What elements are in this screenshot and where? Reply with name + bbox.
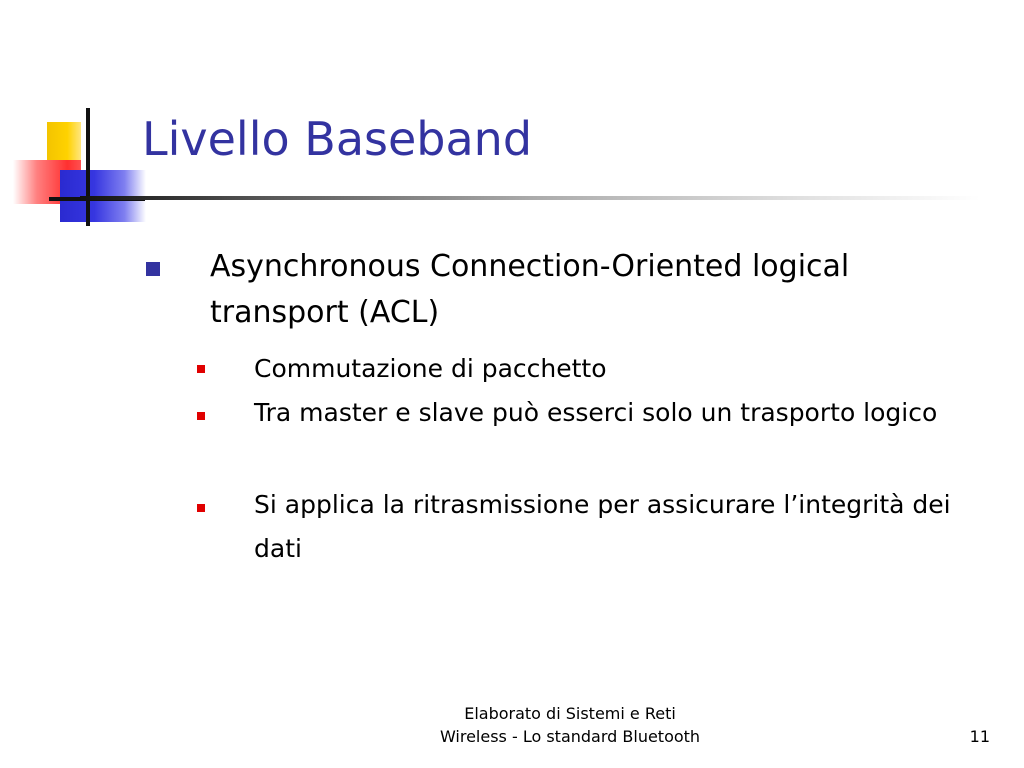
footer-line-1: Elaborato di Sistemi e Reti: [464, 704, 676, 723]
square-bullet-icon: [146, 262, 160, 276]
bullet-text: Si applica la ritrasmissione per assicurare l’integrità dei dati: [254, 490, 951, 563]
square-bullet-icon: [197, 412, 205, 420]
slide-footer: [400, 702, 740, 748]
square-bullet-icon: [197, 504, 205, 512]
bullet-text: Tra master e slave può esserci solo un trasporto logico: [254, 398, 938, 427]
title-underline: [80, 196, 980, 200]
bullet-text: Commutazione di pacchetto: [254, 354, 607, 383]
logo-vertical-line: [86, 108, 90, 226]
square-bullet-icon: [197, 365, 205, 373]
page-number: 11: [969, 727, 990, 746]
footer-line-2: Wireless - Lo standard Bluetooth: [439, 727, 701, 746]
slide-title: Livello Baseband: [142, 112, 533, 166]
slide-logo-decoration: [0, 100, 150, 240]
bullet-text: Asynchronous Connection-Oriented logical transport (ACL): [210, 249, 850, 330]
